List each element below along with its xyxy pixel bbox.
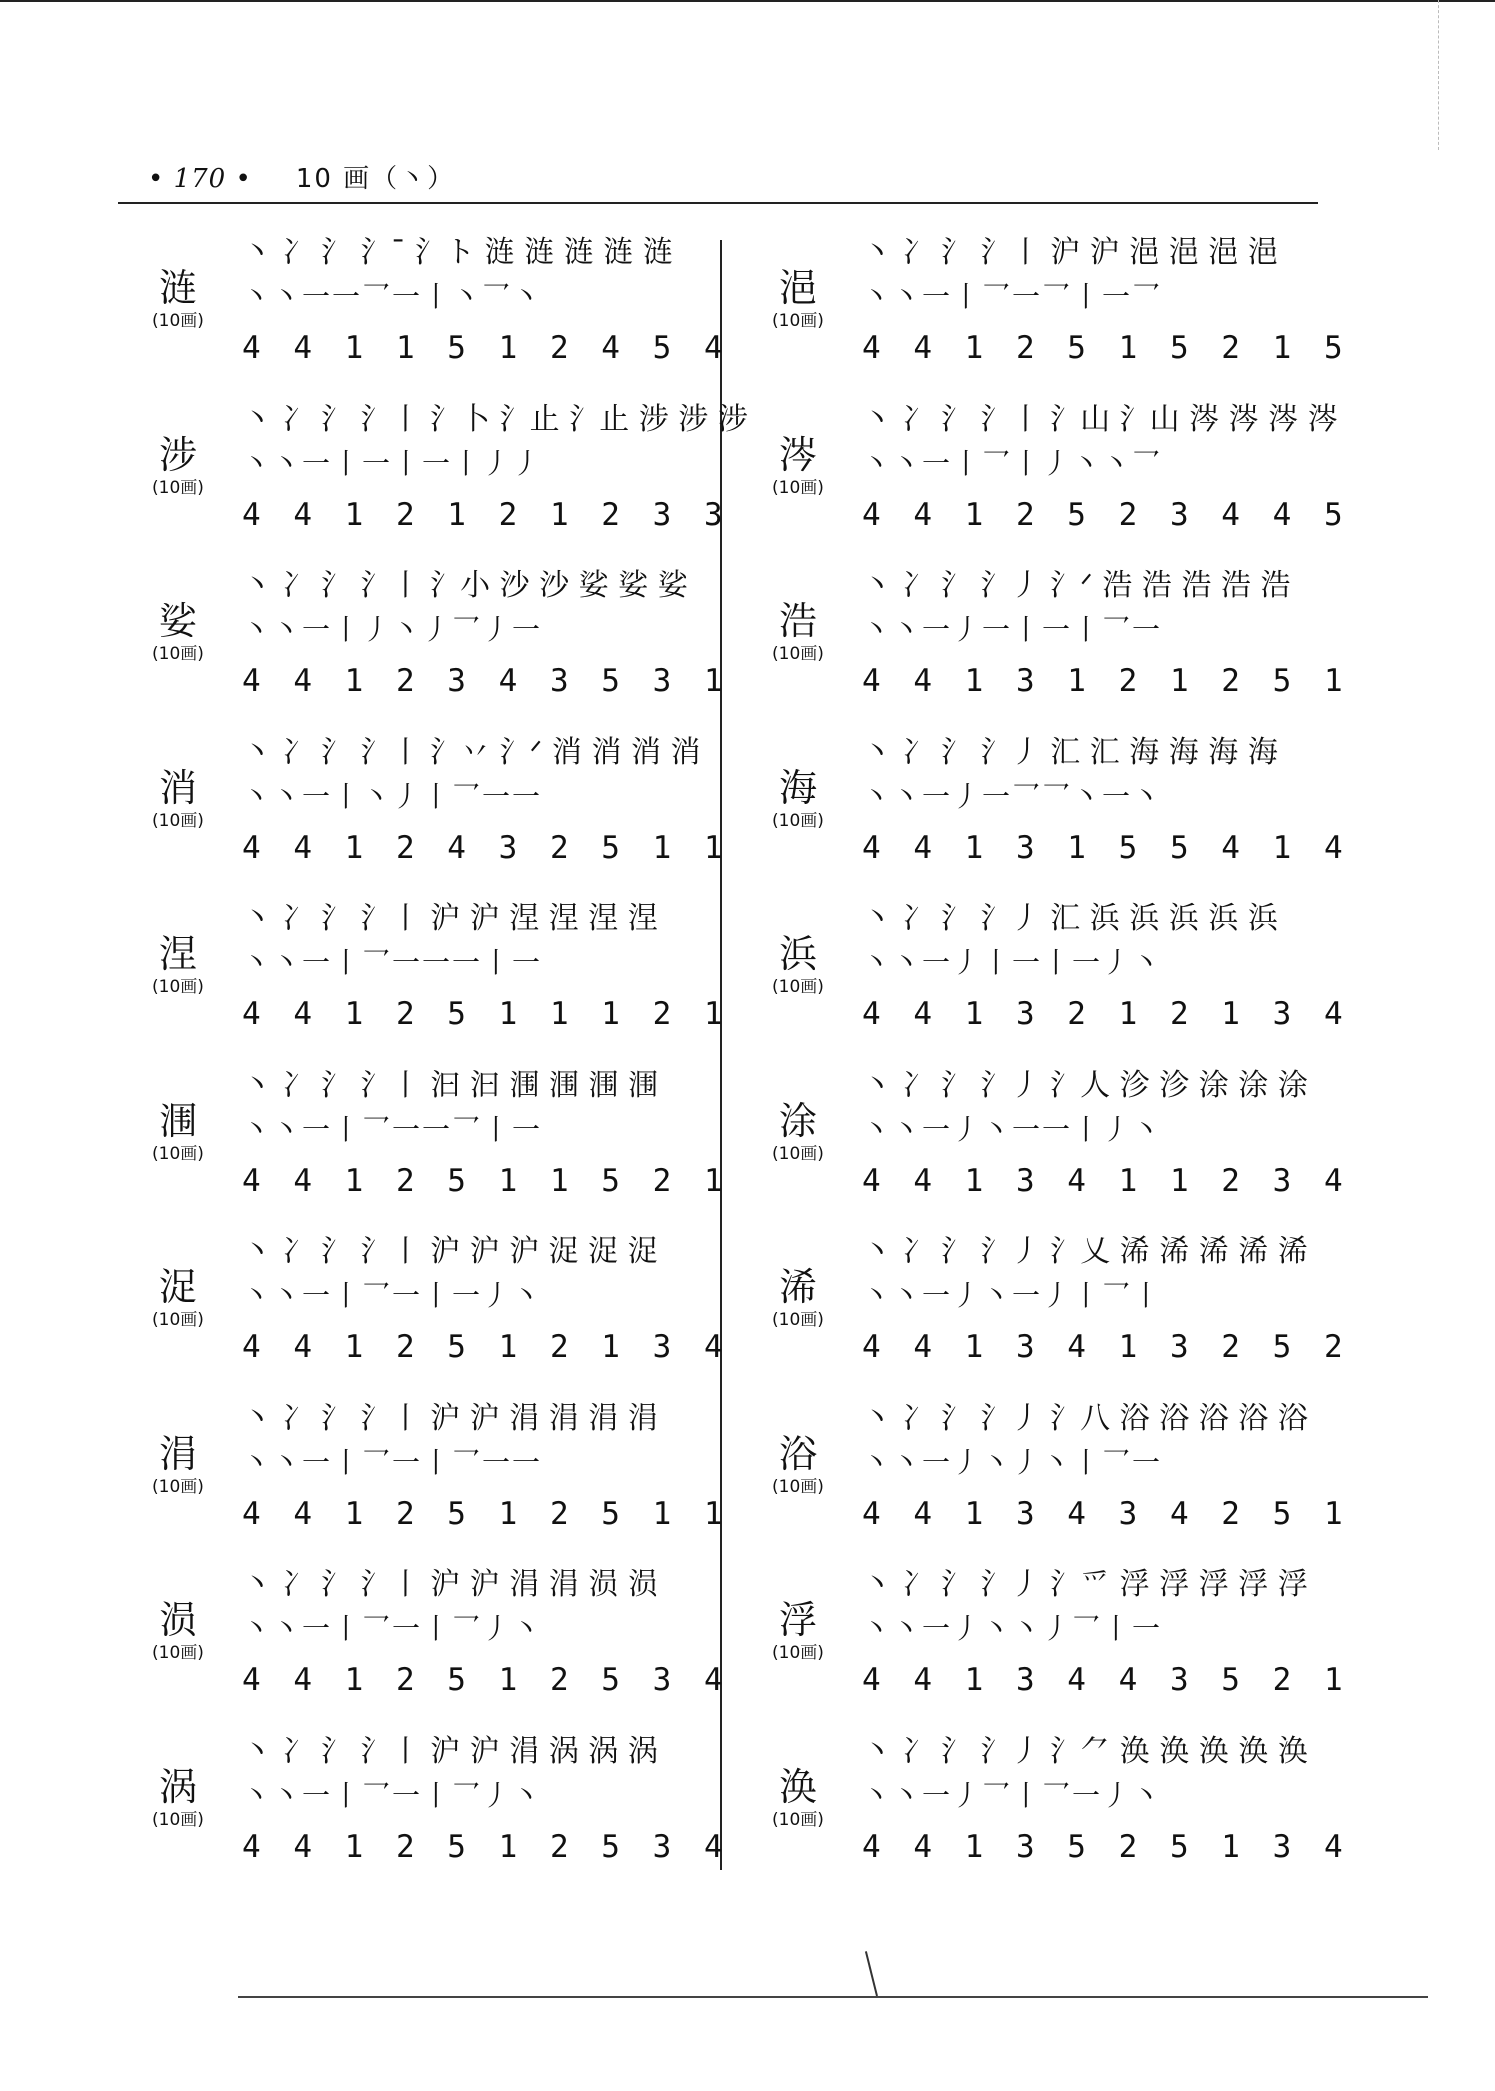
stroke-sequence: [242, 395, 748, 539]
char-entry: [752, 728, 1372, 895]
stroke-count-label: (10画): [152, 1643, 204, 1663]
character: 消: [158, 765, 197, 810]
stroke-progression: 丶 冫 氵 氵丨 沪 沪 涅 涅 涅 涅: [242, 901, 658, 936]
stroke-codes: 4 4 1 3 4 1 3 2 5 2: [862, 1329, 1350, 1365]
stroke-shapes: 丶丶一一乛一丨丶乛丶: [242, 280, 543, 313]
stroke-shapes: 丶丶一丨乛一一一丨一: [242, 946, 543, 979]
char-entry: [132, 1560, 752, 1727]
stroke-sequence: [862, 1227, 1350, 1371]
stroke-codes: 4 4 1 3 4 1 1 2 3 4: [862, 1162, 1350, 1199]
char-heading: [132, 433, 224, 499]
char-entry: [752, 228, 1372, 395]
char-heading: [752, 266, 844, 332]
right-column: [752, 228, 1372, 1893]
char-entry: [752, 395, 1372, 562]
char-entry: [132, 561, 752, 728]
page-top-border: [0, 0, 1495, 2]
page-header: [148, 158, 455, 198]
char-entry: [752, 1394, 1372, 1561]
stroke-sequence: [862, 1727, 1350, 1871]
char-heading: [752, 1765, 844, 1831]
character: 涟: [158, 266, 197, 310]
footer-tick-mark: [865, 1951, 878, 1996]
character: 涔: [778, 432, 817, 477]
char-entry: [752, 1727, 1372, 1894]
stroke-shapes: 丶丶一丨乛一丨乛丿丶: [242, 1778, 543, 1812]
char-heading: [132, 599, 224, 665]
character: 浩: [778, 599, 817, 643]
char-entry: [752, 894, 1372, 1061]
stroke-shapes: 丶丶一丨乛一丨一丿丶: [242, 1279, 543, 1312]
stroke-shapes: 丶丶一丨丶丿丨乛一一: [242, 779, 543, 813]
stroke-progression: 丶 冫 氵 氵丨 氵小 沙 沙 娑 娑 娑: [242, 568, 688, 603]
char-heading: [752, 1598, 844, 1664]
stroke-progression: 丶 冫 氵 氵丿 汇 浜 浜 浜 浜 浜: [862, 901, 1278, 936]
stroke-count-label: (10画): [152, 977, 204, 997]
char-entry: [752, 1227, 1372, 1394]
stroke-sequence: [862, 228, 1350, 372]
character: 娑: [158, 599, 197, 643]
stroke-count-label: (10画): [772, 477, 824, 498]
left-column: [132, 228, 752, 1893]
stroke-progression: 丶 冫 氵 氵丿 氵爫 浮 浮 浮 浮 浮: [862, 1567, 1308, 1602]
stroke-sequence: [242, 561, 730, 705]
character: 浠: [778, 1265, 817, 1309]
stroke-codes: 4 4 1 2 5 1 2 5 1 1: [242, 1495, 730, 1532]
stroke-count-label: (10画): [152, 1809, 204, 1830]
page-edge-mark: [1438, 0, 1439, 150]
stroke-count-label: (10画): [152, 1143, 204, 1164]
stroke-count-label: (10画): [772, 311, 824, 331]
stroke-progression: 丶 冫 氵 氵丿 汇 汇 海 海 海 海: [862, 734, 1278, 770]
stroke-sequence: [862, 1560, 1350, 1704]
stroke-sequence: [242, 1560, 730, 1704]
header-divider: [118, 202, 1318, 204]
stroke-shapes: 丶丶一丿丨一丨一丿丶: [862, 946, 1163, 979]
stroke-shapes: 丶丶一丨乛一一乛丨一: [242, 1112, 543, 1146]
stroke-sequence: [862, 728, 1350, 872]
character: 涂: [778, 1098, 817, 1143]
stroke-count-label: (10画): [772, 1476, 824, 1497]
character: 浥: [778, 266, 817, 310]
character: 浜: [778, 932, 817, 976]
stroke-sequence: [242, 1227, 730, 1371]
char-heading: [752, 1099, 844, 1165]
stroke-sequence: [242, 894, 730, 1038]
stroke-count-label: (10画): [152, 311, 204, 331]
stroke-count-label: (10画): [152, 810, 204, 831]
stroke-codes: 4 4 1 2 4 3 2 5 1 1: [242, 829, 730, 866]
stroke-sequence: [242, 228, 730, 372]
stroke-count-label: (10画): [152, 477, 204, 498]
stroke-codes: 4 4 1 3 2 1 2 1 3 4: [862, 996, 1350, 1032]
stroke-sequence: [862, 1394, 1350, 1538]
character: 涉: [158, 432, 197, 477]
stroke-codes: 4 4 1 2 5 1 1 5 2 1: [242, 1162, 730, 1199]
character: 浞: [158, 1265, 197, 1309]
stroke-shapes: 丶丶一丨乛丨丿丶丶乛: [862, 446, 1163, 480]
char-entry: [132, 894, 752, 1061]
stroke-sequence: [862, 561, 1350, 705]
stroke-sequence: [862, 894, 1350, 1038]
stroke-progression: 丶 冫 氵 氵丨 沪 沪 涓 涡 涡 涡: [242, 1733, 658, 1769]
stroke-shapes: 丶丶一丿一丨一丨乛一: [862, 613, 1163, 646]
stroke-shapes: 丶丶一丿丶一一丨丿丶: [862, 1112, 1163, 1146]
char-heading: [132, 1598, 224, 1664]
stroke-shapes: 丶丶一丿丶丿丶丨乛一: [862, 1445, 1163, 1479]
char-heading: [132, 1765, 224, 1831]
stroke-count-label: (10画): [772, 977, 824, 997]
character: 浮: [778, 1598, 817, 1642]
stroke-progression: 丶 冫 氵 氵ˉ 氵ト 涟 涟 涟 涟 涟: [242, 235, 673, 270]
stroke-sequence: [862, 1061, 1350, 1205]
stroke-count-label: (10画): [772, 1643, 824, 1663]
stroke-progression: 丶 冫 氵 氵丿 氵乂 浠 浠 浠 浠 浠: [862, 1234, 1308, 1269]
char-heading: [132, 1432, 224, 1498]
char-heading: [132, 1265, 224, 1331]
stroke-codes: 4 4 1 2 5 1 1 1 2 1: [242, 996, 730, 1032]
stroke-shapes: 丶丶一丿乛丨乛一丿丶: [862, 1778, 1163, 1812]
char-entry: [132, 228, 752, 395]
character: 涣: [778, 1764, 817, 1809]
char-heading: [132, 766, 224, 832]
stroke-progression: 丶 冫 氵 氵丿 氵八 浴 浴 浴 浴 浴: [862, 1400, 1308, 1436]
stroke-count-label: (10画): [152, 644, 204, 664]
character: 涢: [158, 1598, 197, 1642]
stroke-codes: 4 4 1 3 4 3 4 2 5 1: [862, 1495, 1350, 1532]
stroke-progression: 丶 冫 氵 氵丿 氵人 沴 沴 涂 涂 涂: [862, 1067, 1308, 1103]
stroke-sequence: [242, 1061, 730, 1205]
stroke-codes: 4 4 1 2 5 1 2 5 3 4: [242, 1662, 730, 1698]
stroke-shapes: 丶丶一丨丿丶丿乛丿一: [242, 613, 543, 646]
stroke-count-label: (10画): [152, 1310, 204, 1330]
char-heading: [752, 599, 844, 665]
stroke-shapes: 丶丶一丨一丨一丨丿丿: [242, 446, 543, 480]
stroke-sequence: [242, 1727, 730, 1871]
stroke-codes: 4 4 1 3 1 2 1 2 5 1: [862, 663, 1350, 699]
char-entry: [132, 395, 752, 562]
character: 涅: [158, 932, 197, 976]
char-entry: [752, 561, 1372, 728]
stroke-shapes: 丶丶一丿一乛乛丶一丶: [862, 779, 1163, 813]
stroke-count-label: (10画): [772, 1809, 824, 1830]
stroke-sequence: [242, 728, 730, 872]
stroke-shapes: 丶丶一丨乛一乛丨一乛: [862, 280, 1163, 313]
char-heading: [752, 1265, 844, 1331]
character: 涡: [158, 1764, 197, 1809]
stroke-progression: 丶 冫 氵 氵丨 沪 沪 涓 涓 涢 涢: [242, 1567, 658, 1602]
stroke-sequence: [242, 1394, 730, 1538]
char-heading: [132, 1099, 224, 1165]
char-heading: [132, 266, 224, 332]
stroke-progression: 丶 冫 氵 氵丨 沪 沪 涓 涓 涓 涓: [242, 1400, 658, 1436]
stroke-codes: 4 4 1 2 5 1 2 5 3 4: [242, 1828, 730, 1865]
char-entry: [132, 1227, 752, 1394]
stroke-sequence: [862, 395, 1350, 539]
stroke-codes: 4 4 1 2 3 4 3 5 3 1: [242, 663, 730, 699]
stroke-shapes: 丶丶一丨乛一丨乛丿丶: [242, 1612, 543, 1645]
character: 浴: [778, 1431, 817, 1476]
char-entry: [752, 1061, 1372, 1228]
stroke-count-label: (10画): [772, 1143, 824, 1164]
stroke-progression: 丶 冫 氵 氵丨 汩 汩 涠 涠 涠 涠: [242, 1067, 658, 1103]
character: 涠: [158, 1098, 197, 1143]
char-heading: [752, 433, 844, 499]
stroke-count-label: (10画): [772, 1310, 824, 1330]
stroke-codes: 4 4 1 3 4 4 3 5 2 1: [862, 1662, 1350, 1698]
stroke-progression: 丶 冫 氵 氵丨 氵丷 氵ᐟ 消 消 消 消: [242, 734, 701, 770]
stroke-progression: 丶 冫 氵 氵丿 氵⺈ 涣 涣 涣 涣 涣: [862, 1733, 1308, 1769]
stroke-codes: 4 4 1 2 5 1 5 2 1 5: [862, 330, 1350, 366]
char-entry: [132, 728, 752, 895]
stroke-progression: 丶 冫 氵 氵丨 氵卜 氵止 氵止 涉 涉 涉: [242, 401, 748, 437]
stroke-shapes: 丶丶一丿丶一丿丨乛丨: [862, 1279, 1163, 1312]
character: 海: [778, 765, 817, 810]
stroke-progression: 丶 冫 氵 氵丨 沪 沪 浥 浥 浥 浥: [862, 235, 1278, 270]
stroke-codes: 4 4 1 2 1 2 1 2 3 3: [242, 496, 730, 533]
char-heading: [752, 766, 844, 832]
stroke-codes: 4 4 1 3 5 2 5 1 3 4: [862, 1828, 1350, 1865]
char-entry: [132, 1394, 752, 1561]
stroke-count-label: (10画): [772, 810, 824, 831]
stroke-codes: 4 4 1 1 5 1 2 4 5 4: [242, 330, 730, 366]
section-title: 10 画（丶）: [295, 164, 456, 194]
stroke-codes: 4 4 1 3 1 5 5 4 1 4: [862, 829, 1350, 866]
char-heading: [132, 932, 224, 998]
stroke-progression: 丶 冫 氵 氵丿 氵ᐟ 浩 浩 浩 浩 浩: [862, 568, 1291, 603]
char-entry: [132, 1061, 752, 1228]
stroke-progression: 丶 冫 氵 氵丨 沪 沪 沪 浞 浞 浞: [242, 1234, 658, 1269]
char-entry: [132, 1727, 752, 1894]
char-heading: [752, 1432, 844, 1498]
stroke-codes: 4 4 1 2 5 1 2 1 3 4: [242, 1329, 730, 1365]
stroke-codes: 4 4 1 2 5 2 3 4 4 5: [862, 496, 1350, 533]
stroke-shapes: 丶丶一丨乛一丨乛一一: [242, 1445, 543, 1479]
page-number: • 170 •: [148, 164, 252, 194]
char-heading: [752, 932, 844, 998]
stroke-count-label: (10画): [152, 1476, 204, 1497]
char-entry: [752, 1560, 1372, 1727]
stroke-shapes: 丶丶一丿丶丶丿乛丨一: [862, 1612, 1163, 1645]
stroke-progression: 丶 冫 氵 氵丨 氵山 氵山 涔 涔 涔 涔: [862, 401, 1338, 437]
character: 涓: [158, 1431, 197, 1476]
stroke-count-label: (10画): [772, 644, 824, 664]
footer-divider: [238, 1996, 1428, 1998]
